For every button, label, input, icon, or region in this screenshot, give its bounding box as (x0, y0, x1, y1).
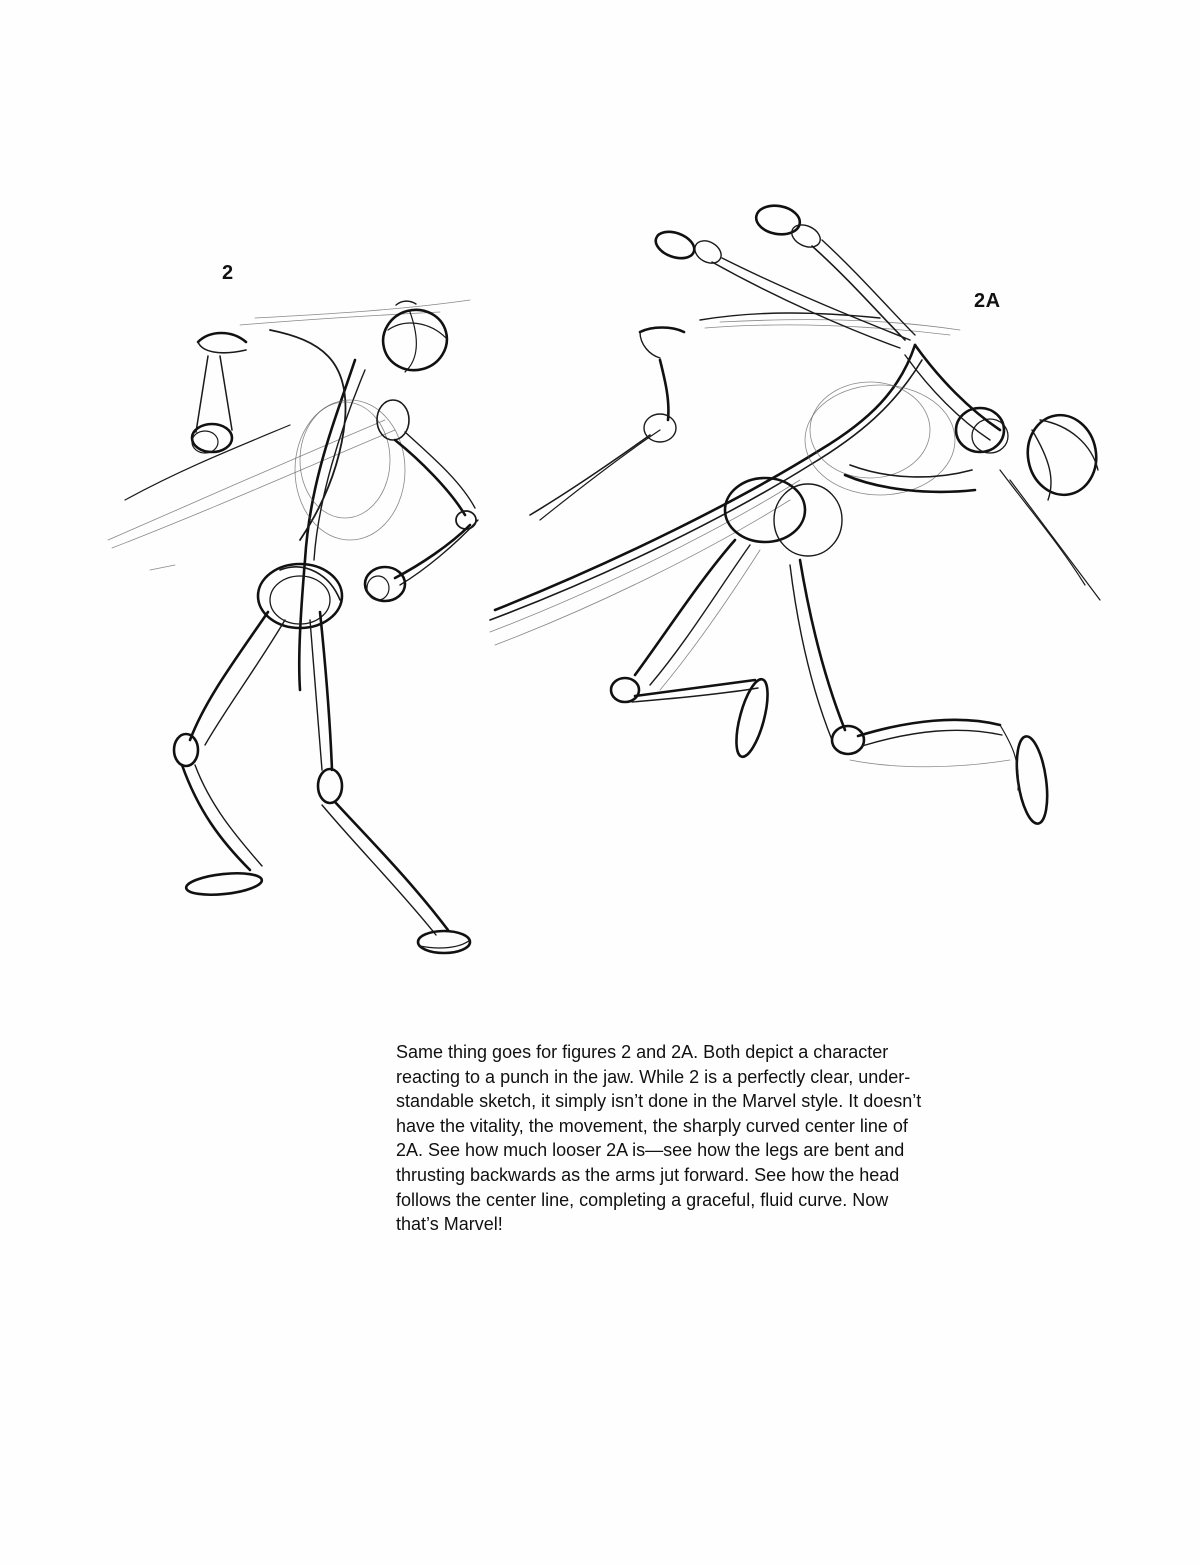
figure-2a-label: 2A (974, 290, 1001, 312)
caption-line: reacting to a punch in the jaw. While 2 is a perfectly clear, under- (396, 1066, 911, 1087)
caption-paragraph (396, 1040, 1016, 1237)
caption-line: Same thing goes for figures 2 and 2A. Both depict a character (396, 1042, 889, 1062)
figure-2-label: 2 (222, 262, 234, 284)
caption-line: 2A. See how much looser 2A is—see how the legs are bent and (396, 1140, 905, 1161)
caption-line: follows the center line, completing a graceful, fluid curve. Now (396, 1189, 889, 1210)
caption-line: have the vitality, the movement, the sharply curved center line of (396, 1115, 908, 1136)
caption-line: that’s Marvel! (396, 1214, 503, 1235)
figure-2-sketch (108, 300, 478, 953)
figure-2a-sketch (490, 202, 1102, 825)
caption-line: thrusting backwards as the arms jut forward. See how the head (396, 1164, 900, 1185)
caption-line: standable sketch, it simply isn’t done in the Marvel style. It doesn’t (396, 1091, 922, 1112)
